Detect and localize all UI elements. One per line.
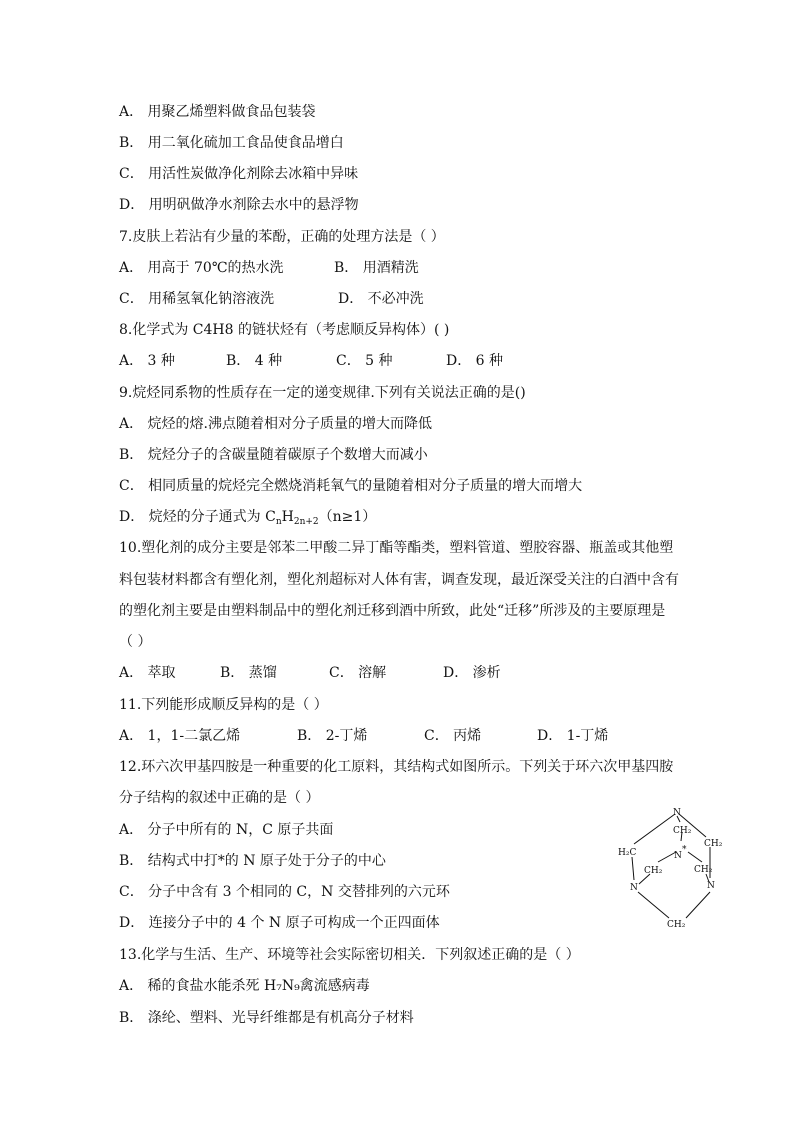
q12-option-a: A． 分子中所有的 N，C 原子共面 bbox=[119, 822, 334, 838]
ch2-inner-right-label: CH₂ bbox=[694, 865, 713, 875]
n-left-label: N bbox=[630, 883, 638, 893]
hexamethylenetetramine-structure bbox=[614, 800, 740, 932]
q6-option-c: C． 用活性炭做净化剂除去冰箱中异味 bbox=[119, 166, 359, 182]
q10-stem-line-3: 的塑化剂主要是由塑料制品中的塑化剂迁移到酒中所致，此处“迁移”所涉及的主要原理是 bbox=[119, 603, 666, 619]
q12-stem-line-2: 分子结构的叙述中正确的是（ ） bbox=[119, 790, 320, 806]
n-top-label: N bbox=[673, 808, 681, 818]
q10-stem-line-4: （ ） bbox=[119, 634, 152, 650]
q8-option-d: D． 6 种 bbox=[446, 353, 504, 369]
q11-option-c: C． 丙烯 bbox=[424, 728, 482, 744]
q12-option-d: D． 连接分子中的 4 个 N 原子可构成一个正四面体 bbox=[119, 915, 440, 931]
q9-option-a: A． 烷烃的熔.沸点随着相对分子质量的增大而降低 bbox=[119, 416, 433, 432]
q8-option-c: C． 5 种 bbox=[336, 353, 393, 369]
q9-stem: 9.烷烃同系物的性质存在一定的递变规律.下列有关说法正确的是() bbox=[119, 385, 526, 401]
q9d-sub-n: n bbox=[275, 517, 282, 527]
q7-option-d: D． 不必冲洗 bbox=[338, 291, 424, 307]
ch2-bottom-label: CH₂ bbox=[667, 920, 686, 930]
q8-option-a: A． 3 种 bbox=[119, 353, 175, 369]
q7-option-b: B． 用酒精洗 bbox=[334, 260, 419, 276]
ch2-left-label: H₂C bbox=[618, 848, 637, 858]
q10-option-b: B． 蒸馏 bbox=[220, 665, 277, 681]
star-marker: * bbox=[682, 845, 687, 855]
q6-option-b: B． 用二氧化硫加工食品使食品增白 bbox=[119, 135, 344, 151]
q9-option-d bbox=[119, 507, 376, 532]
q7-option-c: C． 用稀氢氧化钠溶液洗 bbox=[119, 291, 275, 307]
q9d-text: D． 烷烃的分子通式为 C bbox=[119, 509, 276, 525]
q11-option-d: D． 1-丁烯 bbox=[537, 728, 609, 744]
q9d-sub-2n2: 2n+2 bbox=[293, 517, 319, 527]
q6-option-a: A． 用聚乙烯塑料做食品包装袋 bbox=[119, 104, 316, 120]
q11-option-b: B． 2-丁烯 bbox=[297, 728, 368, 744]
q9-option-c: C． 相同质量的烷烃完全燃烧消耗氧气的量随着相对分子质量的增大而增大 bbox=[119, 478, 583, 494]
q6-option-d: D． 用明矾做净水剂除去水中的悬浮物 bbox=[119, 197, 359, 213]
q12-stem-line-1: 12.环六次甲基四胺是一种重要的化工原料，其结构式如图所示。下列关于环六次甲基四胺 bbox=[119, 759, 674, 775]
q8-stem: 8.化学式为 C4H8 的链状烃有（考虑顺反异构体）( ) bbox=[119, 322, 450, 338]
n-right-label: N bbox=[707, 881, 715, 891]
q12-option-c: C． 分子中含有 3 个相同的 C，N 交替排列的六元环 bbox=[119, 884, 450, 900]
q13-option-b: B． 涤纶、塑料、光导纤维都是有机高分子材料 bbox=[119, 1010, 414, 1026]
q9-option-b: B． 烷烃分子的含碳量随着碳原子个数增大而减小 bbox=[119, 447, 428, 463]
q10-stem-line-1: 10.塑化剂的成分主要是邻苯二甲酸二异丁酯等酯类，塑料管道、塑胶容器、瓶盖或其他塑 bbox=[119, 540, 674, 556]
ch2-right-label: CH₂ bbox=[704, 839, 723, 849]
ch2-inner-left-label: CH₂ bbox=[644, 866, 663, 876]
q13-stem: 13.化学与生活、生产、环境等社会实际密切相关．下列叙述正确的是（ ） bbox=[119, 947, 580, 963]
q9d-h: H bbox=[281, 509, 294, 525]
q10-option-d: D． 渗析 bbox=[443, 665, 501, 681]
q11-option-a: A． 1，1-二氯乙烯 bbox=[119, 728, 241, 744]
q12-option-b: B． 结构式中打*的 N 原子处于分子的中心 bbox=[119, 853, 386, 869]
ch2-center-top-label: CH₂ bbox=[673, 826, 692, 836]
q13-option-a: A． 稀的食盐水能杀死 H₇N₉禽流感病毒 bbox=[119, 978, 370, 994]
q10-option-c: C． 溶解 bbox=[329, 665, 387, 681]
q9d-condition: （n≥1） bbox=[318, 509, 377, 525]
q7-option-a: A． 用高于 70℃的热水洗 bbox=[119, 260, 284, 276]
q7-stem: 7.皮肤上若沾有少量的苯酚，正确的处理方法是（ ） bbox=[119, 229, 445, 245]
q10-option-a: A． 萃取 bbox=[119, 665, 176, 681]
q10-stem-line-2: 料包装材料都含有塑化剂，塑化剂超标对人体有害，调查发现，最近深受关注的白酒中含有 bbox=[119, 572, 679, 588]
n-star-label: N bbox=[674, 851, 682, 861]
q11-stem: 11.下列能形成顺反异构的是（ ） bbox=[119, 697, 328, 713]
q8-option-b: B． 4 种 bbox=[226, 353, 283, 369]
